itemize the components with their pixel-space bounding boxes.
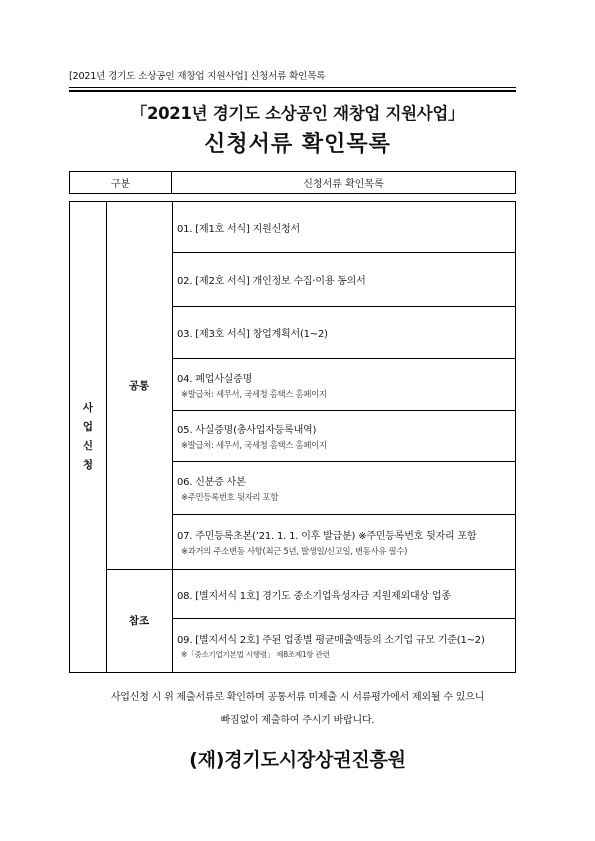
- list-item: [172, 570, 515, 618]
- list-item: [172, 202, 515, 252]
- table-header-documents: 신청서류 확인목록: [303, 179, 384, 190]
- group-label-reference: 참조: [128, 614, 150, 627]
- section-label-text: 사업신청: [82, 401, 94, 471]
- item-title: 01. [제1호 서식] 지원신청서: [177, 223, 300, 235]
- submission-notice-line2: 빠짐없이 제출하여 주시기 바랍니다.: [220, 715, 375, 726]
- submission-notice-line1: 사업신청 시 위 제출서류로 확인하며 공통서류 미제출 시 서류평가에서 제외될 수 있으니: [110, 692, 485, 703]
- item-note: ※발급처: 세무서, 국세청 홈택스 홈페이지: [181, 388, 327, 399]
- group-label-common: 공통: [128, 380, 150, 392]
- section-label: [70, 202, 106, 671]
- item-title: 09. [별지서식 2호] 주된 업종별 평균매출액등의 소기업 규모 기준(1~2): [177, 634, 485, 646]
- item-title: 04. 폐업사실증명: [177, 373, 253, 385]
- header-rule-thin: [69, 87, 516, 88]
- list-item: [172, 359, 515, 410]
- item-title: 06. 신분증 사본: [177, 477, 246, 488]
- item-note: ※발급처: 세무서, 국세청 홈택스 홈페이지: [181, 440, 327, 450]
- list-item: [172, 515, 515, 569]
- organization-name: (재)경기도시장상권진흥원: [189, 749, 406, 771]
- item-title: 05. 사실증명(총사업자등록내역): [177, 425, 317, 436]
- item-note: ※「중소기업기본법 시행령」 제8조제1항 관련: [181, 649, 330, 659]
- table-header: [69, 171, 516, 194]
- item-title: 07. 주민등록초본(’21. 1. 1. 이후 발급분) ※주민등록번호 뒷자리 포함: [177, 531, 477, 542]
- document-subtitle: 신청서류 확인목록: [204, 132, 391, 157]
- item-note: ※과거의 주소변동 사항(최근 5년, 발생일/신고일, 변동사유 필수): [181, 546, 408, 556]
- item-title: 02. [제2호 서식] 개인정보 수집·이용 동의서: [177, 276, 366, 287]
- item-note: ※주민등록번호 뒷자리 포함: [181, 492, 279, 502]
- header-note: [2021년 경기도 소상공인 재창업 지원사업] 신청서류 확인목록: [69, 71, 326, 82]
- header-rule-thick: [69, 90, 516, 92]
- item-title: 08. [별지서식 1호] 경기도 중소기업육성자금 지원제외대상 업종: [177, 590, 451, 602]
- list-item: [172, 253, 515, 306]
- submission-notice: [0, 686, 595, 732]
- table-header-category: 구분: [70, 172, 172, 193]
- document-checklist-table: [69, 201, 516, 673]
- list-item: [172, 411, 515, 461]
- list-item: [172, 619, 515, 671]
- document-title: 「2021년 경기도 소상공인 재창업 지원사업」: [130, 104, 465, 123]
- list-item: [172, 462, 515, 514]
- list-item: [172, 307, 515, 358]
- item-title: 03. [제3호 서식] 창업계획서(1~2): [177, 329, 328, 340]
